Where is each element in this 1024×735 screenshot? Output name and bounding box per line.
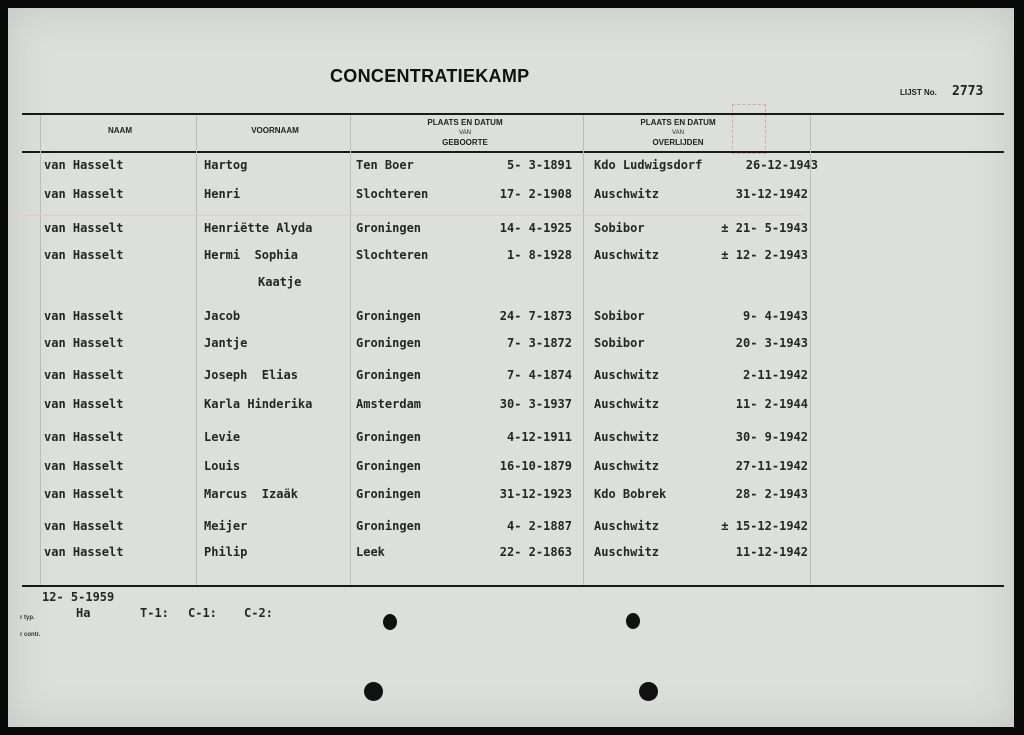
cell-geboortedatum: 7- 4-1874	[506, 368, 572, 382]
header-overlijden	[618, 118, 738, 148]
cell-overlijdensplaats: Auschwitz	[594, 368, 660, 382]
cell-geboortedatum: 17- 2-1908	[499, 187, 572, 201]
cell-voornaam: Meijer	[204, 519, 248, 533]
ruled-line	[22, 215, 802, 216]
cell-overlijdensplaats: Auschwitz	[594, 430, 660, 444]
column-rule	[196, 115, 197, 585]
cell-overlijdensdatum: ± 15-12-1942	[721, 519, 808, 533]
header-overlijden-bottom: OVERLIJDEN	[652, 138, 704, 147]
cell-geboortedatum: 4-12-1911	[506, 430, 572, 444]
cell-geboorteplaats: Groningen	[356, 221, 422, 235]
header-overlijden-van: VAN	[672, 130, 684, 136]
cell-naam: van Hasselt	[44, 158, 124, 172]
punch-hole	[364, 682, 383, 701]
cell-overlijdensplaats: Auschwitz	[594, 459, 660, 473]
cell-overlijdensdatum: 31-12-1942	[735, 187, 808, 201]
cell-overlijdensplaats: Auschwitz	[594, 187, 660, 201]
cell-overlijdensdatum: 11-12-1942	[735, 545, 808, 559]
cell-geboorteplaats: Ten Boer	[356, 158, 414, 172]
cell-voornaam: Jantje	[204, 336, 248, 350]
cell-geboorteplaats: Groningen	[356, 309, 422, 323]
punch-hole	[626, 613, 640, 629]
cell-overlijdensplaats: Kdo Bobrek	[594, 487, 667, 501]
cell-overlijdensdatum: 20- 3-1943	[735, 336, 808, 350]
cell-overlijdensplaats: Auschwitz	[594, 545, 660, 559]
cell-geboorteplaats: Groningen	[356, 487, 422, 501]
cell-geboorteplaats: Groningen	[356, 336, 422, 350]
cell-geboorteplaats: Groningen	[356, 368, 422, 382]
footer-c1: C-1:	[188, 606, 217, 620]
header-geboorte-van: VAN	[459, 130, 471, 136]
cell-naam: van Hasselt	[44, 545, 124, 559]
cell-overlijdensdatum: 9- 4-1943	[742, 309, 808, 323]
cell-naam: van Hasselt	[44, 248, 124, 262]
cell-geboortedatum: 30- 3-1937	[499, 397, 572, 411]
cell-voornaam: Marcus Izaäk	[204, 487, 298, 501]
cell-overlijdensdatum: 26-12-1943	[745, 158, 818, 172]
cell-overlijdensplaats: Kdo Ludwigsdorf	[594, 158, 703, 172]
cell-overlijdensdatum: 2-11-1942	[742, 368, 808, 382]
cell-voornaam: Karla Hinderika	[204, 397, 313, 411]
header-overlijden-top: PLAATS EN DATUM	[640, 118, 716, 127]
cell-naam: van Hasselt	[44, 309, 124, 323]
cell-geboortedatum: 16-10-1879	[499, 459, 572, 473]
footer-date: 12- 5-1959	[42, 590, 115, 604]
cell-naam: van Hasselt	[44, 430, 124, 444]
footer-contr-label: r contr.	[20, 632, 41, 638]
cell-geboorteplaats: Leek	[356, 545, 385, 559]
cell-overlijdensplaats: Auschwitz	[594, 248, 660, 262]
cell-naam: van Hasselt	[44, 336, 124, 350]
column-rule	[40, 115, 41, 585]
cell-naam: van Hasselt	[44, 459, 124, 473]
cell-naam: van Hasselt	[44, 487, 124, 501]
cell-overlijdensdatum: ± 12- 2-1943	[721, 248, 808, 262]
cell-voornaam: Philip	[204, 545, 248, 559]
column-rule	[810, 115, 811, 585]
cell-overlijdensdatum: 30- 9-1942	[735, 430, 808, 444]
cell-geboorteplaats: Amsterdam	[356, 397, 422, 411]
header-geboorte	[405, 118, 525, 148]
header-geboorte-top: PLAATS EN DATUM	[427, 118, 503, 127]
cell-overlijdensplaats: Sobibor	[594, 336, 645, 350]
cell-voornaam: Hartog	[204, 158, 248, 172]
cell-overlijdensplaats: Auschwitz	[594, 397, 660, 411]
cell-overlijdensdatum: 28- 2-1943	[735, 487, 808, 501]
cell-geboorteplaats: Slochteren	[356, 248, 429, 262]
cell-naam: van Hasselt	[44, 221, 124, 235]
header-bottom-rule	[22, 151, 1004, 153]
cell-geboortedatum: 14- 4-1925	[499, 221, 572, 235]
cell-geboorteplaats: Groningen	[356, 459, 422, 473]
punch-hole	[639, 682, 658, 701]
footer-initials: Ha	[76, 606, 91, 620]
cell-geboortedatum: 1- 8-1928	[506, 248, 572, 262]
cell-geboorteplaats: Groningen	[356, 519, 422, 533]
cell-geboortedatum: 24- 7-1873	[499, 309, 572, 323]
cell-overlijdensdatum: 27-11-1942	[735, 459, 808, 473]
list-number-label: LIJST No.	[900, 88, 937, 97]
header-voornaam: VOORNAAM	[251, 126, 299, 135]
cell-voornaam: Henriëtte Alyda	[204, 221, 313, 235]
cell-voornaam: Jacob	[204, 309, 241, 323]
header-geboorte-bottom: GEBOORTE	[442, 138, 488, 147]
cell-geboortedatum: 4- 2-1887	[506, 519, 572, 533]
cell-voornaam: Louis	[204, 459, 241, 473]
header-top-rule	[22, 113, 1004, 115]
cell-overlijdensplaats: Auschwitz	[594, 519, 660, 533]
cell-geboortedatum: 22- 2-1863	[499, 545, 572, 559]
cell-naam: van Hasselt	[44, 519, 124, 533]
cell-overlijdensdatum: 11- 2-1944	[735, 397, 808, 411]
table-bottom-rule	[22, 585, 1004, 587]
punch-hole	[383, 614, 397, 630]
cell-voornaam-continued: Kaatje	[258, 275, 302, 289]
list-number: 2773	[952, 84, 984, 99]
cell-voornaam: Joseph Elias	[204, 368, 298, 382]
cell-geboorteplaats: Slochteren	[356, 187, 429, 201]
cell-voornaam: Henri	[204, 187, 241, 201]
cell-naam: van Hasselt	[44, 368, 124, 382]
cell-geboorteplaats: Groningen	[356, 430, 422, 444]
cell-overlijdensplaats: Sobibor	[594, 309, 645, 323]
header-naam: NAAM	[108, 126, 132, 135]
footer-c2: C-2:	[244, 606, 273, 620]
footer-typ-label: r typ.	[20, 615, 35, 621]
cell-naam: van Hasselt	[44, 187, 124, 201]
cell-voornaam: Hermi Sophia	[204, 248, 298, 262]
cell-overlijdensplaats: Sobibor	[594, 221, 645, 235]
cell-naam: van Hasselt	[44, 397, 124, 411]
footer-t1: T-1:	[140, 606, 169, 620]
cell-voornaam: Levie	[204, 430, 241, 444]
cell-geboortedatum: 5- 3-1891	[506, 158, 572, 172]
cell-overlijdensdatum: ± 21- 5-1943	[721, 221, 808, 235]
page-title: CONCENTRATIEKAMP	[330, 66, 530, 86]
cell-geboortedatum: 31-12-1923	[499, 487, 572, 501]
cell-geboortedatum: 7- 3-1872	[506, 336, 572, 350]
column-rule	[350, 115, 351, 585]
column-rule	[583, 115, 584, 585]
